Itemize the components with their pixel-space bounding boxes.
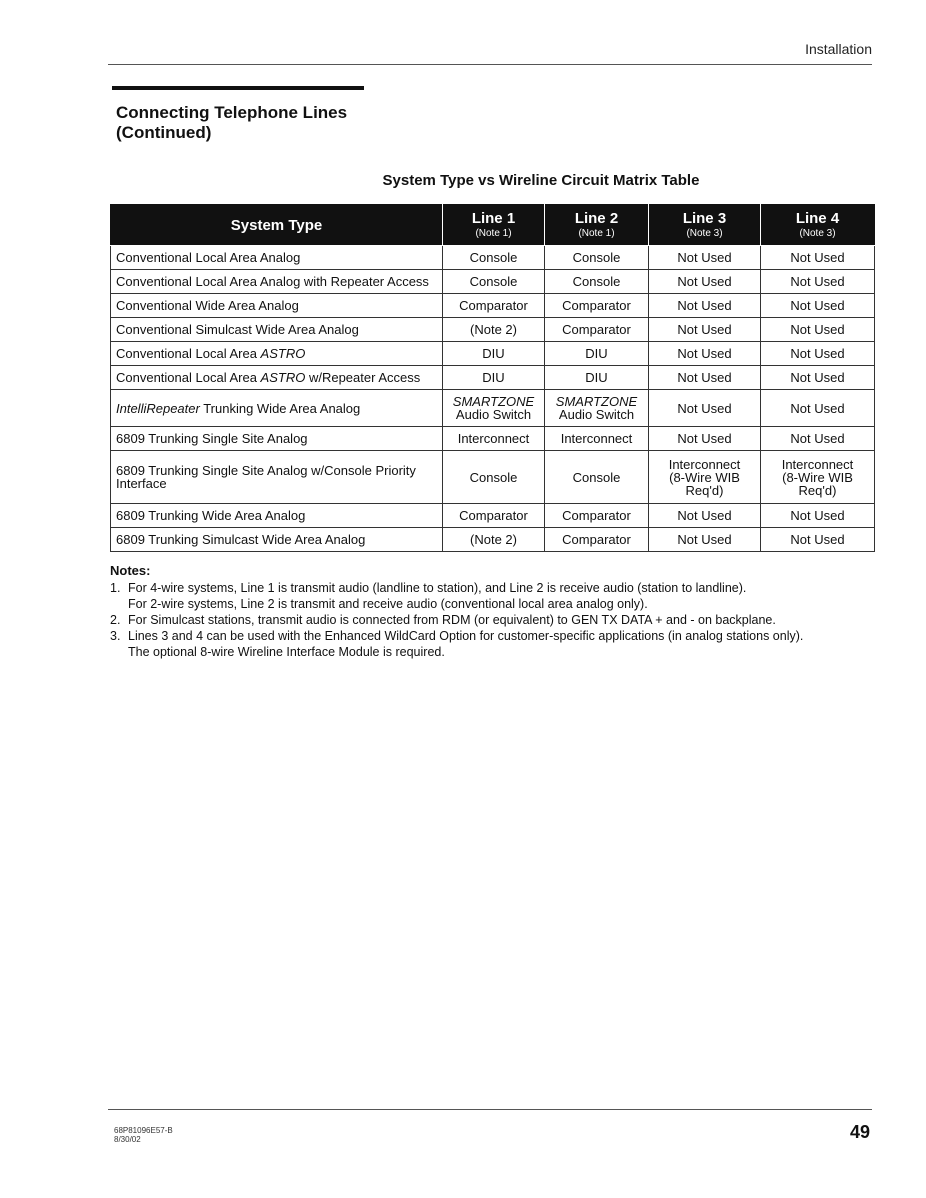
cell-line-1: DIU — [443, 342, 545, 366]
cell-line-4: Not Used — [761, 528, 875, 552]
cell-line-1: Console — [443, 270, 545, 294]
table-header-row — [111, 205, 875, 246]
cell-line-3: Not Used — [649, 342, 761, 366]
cell-line-3: Not Used — [649, 504, 761, 528]
cell-line-3: Not Used — [649, 270, 761, 294]
cell-line-2: Comparator — [545, 318, 649, 342]
note-text: For Simulcast stations, transmit audio is connected from RDM (or equivalent) to GEN TX DATA + and - on backplane. — [128, 613, 776, 627]
header-line-1 — [443, 205, 545, 246]
system-type-italic: ASTRO — [260, 346, 306, 361]
system-type-prefix: Conventional Local Area — [116, 370, 261, 385]
cell-line-4: Not Used — [761, 342, 875, 366]
cell-line-3: Not Used — [649, 528, 761, 552]
cell-line-1-italic: SMARTZONE — [452, 394, 535, 409]
note-number: 1. — [110, 581, 121, 595]
cell-line-2: Comparator — [545, 504, 649, 528]
cell-line-1: DIU — [443, 366, 545, 390]
header-line-4-note: (Note 3) — [799, 228, 836, 239]
cell-line-4-part-c: Req'd) — [798, 482, 837, 498]
header-line-2-label: Line 2 — [574, 210, 619, 227]
notes-section — [110, 563, 880, 660]
cell-line-4: Not Used — [761, 504, 875, 528]
table-row — [111, 246, 875, 270]
table-row — [111, 342, 875, 366]
table-row — [111, 318, 875, 342]
header-line-3-note: (Note 3) — [686, 228, 723, 239]
header-line-1-label: Line 1 — [471, 210, 516, 227]
header-line-2 — [545, 205, 649, 246]
cell-system-type — [111, 342, 443, 366]
header-line-1-note: (Note 1) — [475, 228, 512, 239]
cell-line-3: Not Used — [649, 427, 761, 451]
cell-system-type: 6809 Trunking Simulcast Wide Area Analog — [111, 528, 443, 552]
page-number: 49 — [849, 1122, 870, 1142]
cell-line-3-part-b: (8-Wire WIB — [669, 469, 740, 485]
cell-line-4-part-b: (8-Wire WIB — [782, 469, 853, 485]
cell-line-3: Not Used — [649, 366, 761, 390]
cell-line-2: Comparator — [545, 294, 649, 318]
cell-line-4: Not Used — [761, 318, 875, 342]
cell-line-2: Console — [545, 451, 649, 504]
system-type-italic: IntelliRepeater — [116, 400, 200, 416]
cell-system-type: Conventional Local Area Analog — [111, 246, 443, 270]
cell-line-4: Not Used — [761, 366, 875, 390]
system-type-suffix: Trunking Wide Area Analog — [199, 400, 361, 416]
table-row — [111, 390, 875, 427]
cell-line-3-part-a: Interconnect — [668, 456, 741, 472]
note-item — [110, 612, 880, 628]
header-system-type: System Type — [111, 205, 443, 246]
cell-line-1 — [443, 390, 545, 427]
header-line-4 — [761, 205, 875, 246]
cell-line-3: Not Used — [649, 318, 761, 342]
cell-line-2: DIU — [545, 366, 649, 390]
system-type-prefix: Conventional Local Area — [116, 346, 261, 361]
table-row — [111, 504, 875, 528]
note-item — [110, 628, 880, 660]
footer-doc-number: 68P81096E57-B — [114, 1126, 173, 1135]
header-line-2-note: (Note 1) — [578, 228, 615, 239]
footer-doc-info — [114, 1126, 173, 1144]
section-bar — [112, 86, 364, 90]
note-item — [110, 580, 880, 612]
table-row — [111, 270, 875, 294]
cell-system-type: 6809 Trunking Wide Area Analog — [111, 504, 443, 528]
cell-line-2: Comparator — [545, 528, 649, 552]
cell-line-2: Interconnect — [545, 427, 649, 451]
note-text: Lines 3 and 4 can be used with the Enhanced WildCard Option for customer-specific applications (in analog stations only). — [128, 629, 804, 643]
table-row — [111, 528, 875, 552]
section-heading-line1: Connecting Telephone Lines — [116, 103, 348, 122]
cell-line-4: Not Used — [761, 270, 875, 294]
note-continuation: For 2-wire systems, Line 2 is transmit and receive audio (conventional local area analog only). — [128, 597, 648, 611]
cell-line-1: Interconnect — [443, 427, 545, 451]
cell-line-4: Not Used — [761, 246, 875, 270]
table-title: System Type vs Wireline Circuit Matrix Table — [382, 172, 700, 189]
cell-line-4: Not Used — [761, 294, 875, 318]
cell-line-3-part-c: Req'd) — [685, 482, 724, 498]
header-line-4-label: Line 4 — [795, 210, 840, 227]
cell-line-4-part-a: Interconnect — [781, 456, 854, 472]
cell-line-2-sub: Audio Switch — [558, 407, 635, 422]
cell-line-2: Console — [545, 270, 649, 294]
cell-line-1-sub: Audio Switch — [455, 407, 532, 422]
cell-system-type: 6809 Trunking Single Site Analog w/Console Priority Interface — [111, 451, 443, 504]
matrix-table — [110, 204, 875, 552]
cell-line-1: Console — [443, 246, 545, 270]
cell-line-1: (Note 2) — [443, 318, 545, 342]
page-header-title: Installation — [805, 41, 872, 57]
system-type-suffix: w/Repeater Access — [305, 370, 421, 385]
cell-line-3 — [649, 451, 761, 504]
header-line-3-label: Line 3 — [682, 210, 727, 227]
cell-line-1: Console — [443, 451, 545, 504]
section-heading-line2: (Continued) — [116, 123, 212, 142]
note-number: 2. — [110, 613, 121, 627]
table-row — [111, 451, 875, 504]
cell-line-4 — [761, 451, 875, 504]
cell-line-4: Not Used — [761, 390, 875, 427]
footer-divider — [108, 1109, 872, 1110]
system-type-italic: ASTRO — [260, 370, 306, 385]
table-row — [111, 366, 875, 390]
footer-date: 8/30/02 — [114, 1135, 141, 1144]
header-divider — [108, 64, 872, 65]
cell-line-3: Not Used — [649, 294, 761, 318]
cell-system-type: Conventional Local Area Analog with Repeater Access — [111, 270, 443, 294]
cell-line-2: DIU — [545, 342, 649, 366]
cell-system-type — [111, 366, 443, 390]
table-row — [111, 294, 875, 318]
cell-line-2: Console — [545, 246, 649, 270]
note-number: 3. — [110, 629, 121, 643]
cell-line-3: Not Used — [649, 390, 761, 427]
cell-system-type: 6809 Trunking Single Site Analog — [111, 427, 443, 451]
cell-line-1: (Note 2) — [443, 528, 545, 552]
notes-title: Notes: — [110, 563, 151, 578]
table-row — [111, 427, 875, 451]
cell-system-type: Conventional Simulcast Wide Area Analog — [111, 318, 443, 342]
section-heading — [116, 103, 347, 143]
note-text: For 4-wire systems, Line 1 is transmit audio (landline to station), and Line 2 is receive audio (station to landline). — [128, 581, 747, 595]
cell-line-2 — [545, 390, 649, 427]
cell-line-2-italic: SMARTZONE — [555, 394, 638, 409]
cell-line-3: Not Used — [649, 246, 761, 270]
cell-line-1: Comparator — [443, 294, 545, 318]
cell-system-type — [111, 390, 443, 427]
cell-system-type: Conventional Wide Area Analog — [111, 294, 443, 318]
cell-line-4: Not Used — [761, 427, 875, 451]
header-line-3 — [649, 205, 761, 246]
cell-line-1: Comparator — [443, 504, 545, 528]
note-continuation: The optional 8-wire Wireline Interface Module is required. — [128, 645, 445, 659]
